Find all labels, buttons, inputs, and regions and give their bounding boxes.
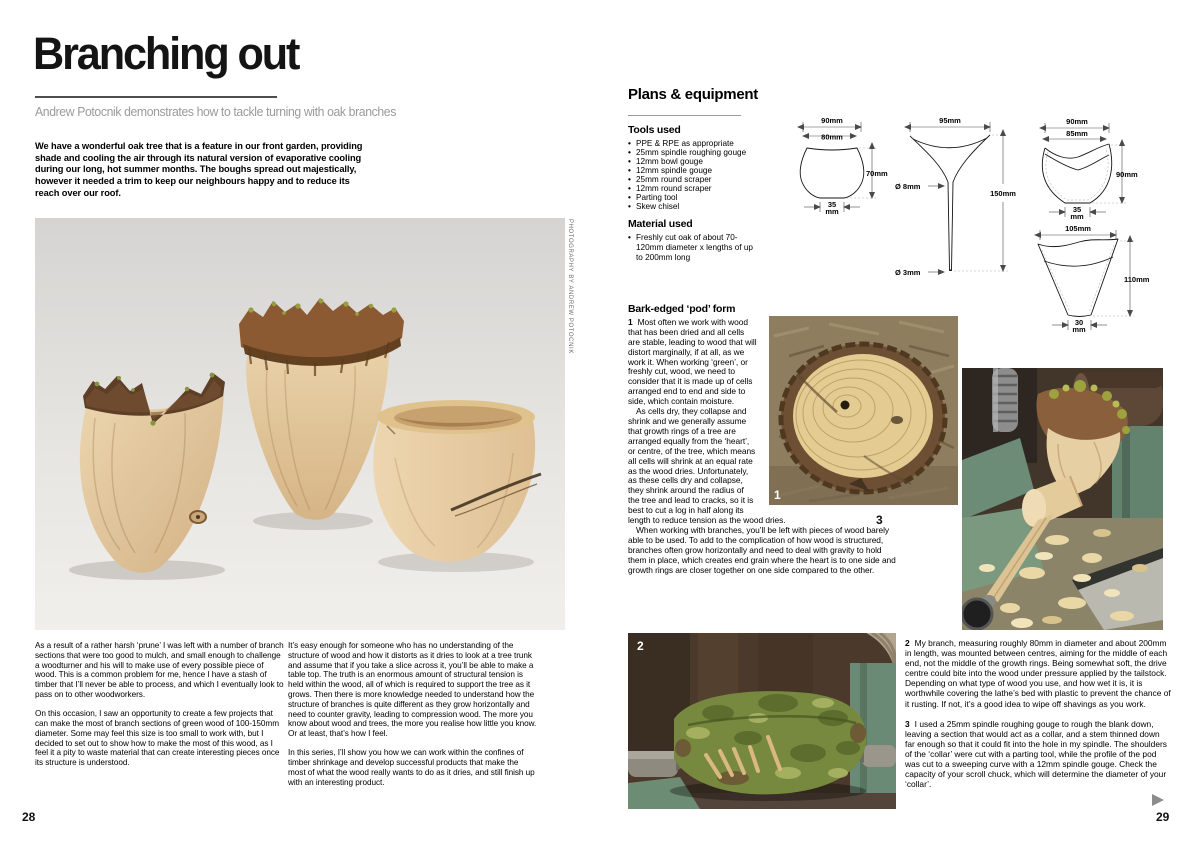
step-paragraph: 3 I used a 25mm spindle roughing gouge to rough the blank down, leaving a section that would act as a collar, and a stem thinned down far enough so that it could fit into the hole in my spindle. The shoulders of the ‘collar’ were cut with a parting tool, while the profile of the pod was cut to a sweeping curve with a 12mm spindle gouge. Check the capacity of your scroll chuck, which will determine the diameter of your ‘collar’. <box>905 718 1167 790</box>
svg-text:80mm: 80mm <box>821 132 843 142</box>
step-number: 3 <box>905 718 910 729</box>
tool-item: • 12mm spindle gouge <box>628 166 793 175</box>
svg-text:95mm: 95mm <box>939 116 961 125</box>
step-number: 1 <box>628 316 633 327</box>
paragraph: It’s easy enough for someone who has no understanding of the structure of wood and how it distorts as it dries to look at a tree trunk and assume that if you take a slice across it, you’ll be able to make a table top. The truth is an enormous amount of structural tension is held within the wood, all of which is required to support the tree as it grows. Then there is more knowledge needed to understand how the structure of branches is quite different as they grow horizontally and need to counter gravity, leading to compression wood. The more you know about wood and trees, the more you realise how little you know. Or at least, that’s how I feel. <box>288 641 537 739</box>
step-paragraph: 2 My branch, measuring roughly 80mm in diameter and about 200mm in length, was mounted between centres, aiming for the middle of each end, not the middle of the growth rings. Being somewhat soft, the drive centre could bite into the wood under pressure applied by the tailstock. Depending on what type of wood you use, and how wet it is, it is worthwhile covering the lathe’s bed with plastic to prevent the chance of it rusting. If not, it’s a good idea to wipe off shavings as you work. <box>905 638 1171 709</box>
paragraph: On this occasion, I saw an opportunity to create a few projects that can make the most of branch sections of green wood of 100-150mm diameter. Some may feel this size is too small to work with, but I decided to set out to show how to make the most of this wood, as I feel it a pity to waste material that can create interesting pieces once its structure is understood. <box>35 709 280 768</box>
plans-rule <box>628 115 741 116</box>
steps-2-3-column <box>905 638 1171 799</box>
svg-text:90mm: 90mm <box>1116 170 1138 179</box>
svg-text:mm: mm <box>825 207 839 216</box>
svg-text:150mm: 150mm <box>990 189 1016 198</box>
drawing-vessel-110mm <box>1038 224 1150 334</box>
svg-text:35: 35 <box>827 200 837 209</box>
hero-photo-three-vessels <box>35 218 565 630</box>
tools-list <box>628 139 793 211</box>
svg-text:110mm: 110mm <box>1124 275 1150 284</box>
svg-text:85mm: 85mm <box>1066 129 1088 138</box>
tool-item: • 25mm round scraper <box>628 175 793 184</box>
svg-text:35: 35 <box>1072 205 1082 214</box>
material-item: • Freshly cut oak of about 70-120mm diameter x lengths of up to 200mm long <box>628 233 754 262</box>
photo-pod-on-lathe <box>962 368 1163 630</box>
paragraph: In this series, I’ll show you how we can work within the confines of timber shrinkage and develop successful products that make the most of what the wood really wants to do as it dries, and still finish up with an interesting product. <box>288 748 535 787</box>
pod-form-heading: Bark-edged ‘pod’ form <box>628 303 736 315</box>
photo-label-3: 3 <box>876 513 883 527</box>
svg-text:Ø 3mm: Ø 3mm <box>895 268 921 277</box>
intro-paragraph: We have a wonderful oak tree that is a feature in our front garden, providing shade and cooling the air through its natural version of evaporative cooling during our long, hot summer months. The boughs spread out majestically, however it needed a trim to keep our neighbours happy and to reduce its reach over our roof. <box>35 141 363 198</box>
step-paragraph: When working with branches, you’ll be left with pieces of wood barely able to be used. To add to the complication of how wood is structured, branches often grow horizontally and need to deal with gravity to hold them in place, which creates end grain where the heart is to one side and growth rings are closer together on one side compared to the other. <box>628 524 896 575</box>
step-paragraph: As cells dry, they collapse and shrink and we generally assume that growth rings of a tree are arranged equally from the ‘heart’, or centre, of the tree, which means all cells will shrink at an equal rate as the wood dries. Unfortunately, as these cells dry and collapse, they shrink around the radius of the tree and lead to cracks, so it is best to cut a log in half along its length to reduce tension as the wood dries. <box>628 406 786 526</box>
tool-item: • 12mm round scraper <box>628 184 793 193</box>
page-number-right: 29 <box>1156 810 1170 824</box>
svg-text:70mm: 70mm <box>866 169 888 178</box>
svg-text:Ø 8mm: Ø 8mm <box>895 182 921 191</box>
material-list <box>628 233 754 262</box>
photo-log-cross-section <box>765 312 962 509</box>
drawing-pod-90mm <box>1042 117 1138 221</box>
svg-text:90mm: 90mm <box>821 116 843 125</box>
step-paragraph: 1 Most often we work with wood that has been dried and all cells are stable, leading to wood that will distort marginally, if at all, as we work it. When working ‘green’, or freshly cut, wood, we need to consider that it is made up of cells arranged end to end and side to side, which contain moisture. <box>628 316 757 407</box>
tool-item: • 25mm spindle roughing gouge <box>628 148 793 157</box>
page-number-left: 28 <box>22 810 36 824</box>
title-rule <box>35 96 277 98</box>
photo-label-1: 1 <box>774 488 781 502</box>
page-title: Branching out <box>33 28 299 79</box>
tool-item: • PPE & RPE as appropriate <box>628 139 793 148</box>
svg-text:30: 30 <box>1074 318 1084 327</box>
svg-text:mm: mm <box>1072 325 1086 334</box>
continuation-arrow-icon <box>1152 794 1164 806</box>
tools-used-heading: Tools used <box>628 124 681 136</box>
paragraph: As a result of a rather harsh ‘prune’ I was left with a number of branch sections that were too good to mulch, and small enough to challenge a woodturner and his will to make use of every possible piece of wood. This is a common problem for me, hence I have a stash of timber that I’ll never be able to process, and which I eventually look to pass on to other woodworkers. <box>35 641 284 699</box>
body-column-1 <box>35 641 285 778</box>
body-column-2 <box>288 641 538 797</box>
material-used-heading: Material used <box>628 218 693 230</box>
plans-equipment-heading: Plans & equipment <box>628 86 758 103</box>
drawing-stem-150mm <box>895 116 1016 277</box>
tool-item: • Parting tool <box>628 193 793 202</box>
svg-text:105mm: 105mm <box>1065 224 1091 233</box>
photo-credit: PHOTOGRAPHY BY ANDREW POTOCNIK <box>567 219 573 354</box>
drawing-pod-70mm <box>800 116 888 216</box>
standfirst: Andrew Potocnik demonstrates how to tackle turning with oak branches <box>35 104 396 119</box>
svg-text:mm: mm <box>1070 212 1084 221</box>
photo-log-between-centres <box>628 633 896 809</box>
photo-label-2: 2 <box>637 639 644 653</box>
step-number: 2 <box>905 638 910 648</box>
tool-item: • Skew chisel <box>628 202 793 211</box>
svg-text:90mm: 90mm <box>1066 117 1088 126</box>
tool-item: • 12mm bowl gouge <box>628 157 793 166</box>
